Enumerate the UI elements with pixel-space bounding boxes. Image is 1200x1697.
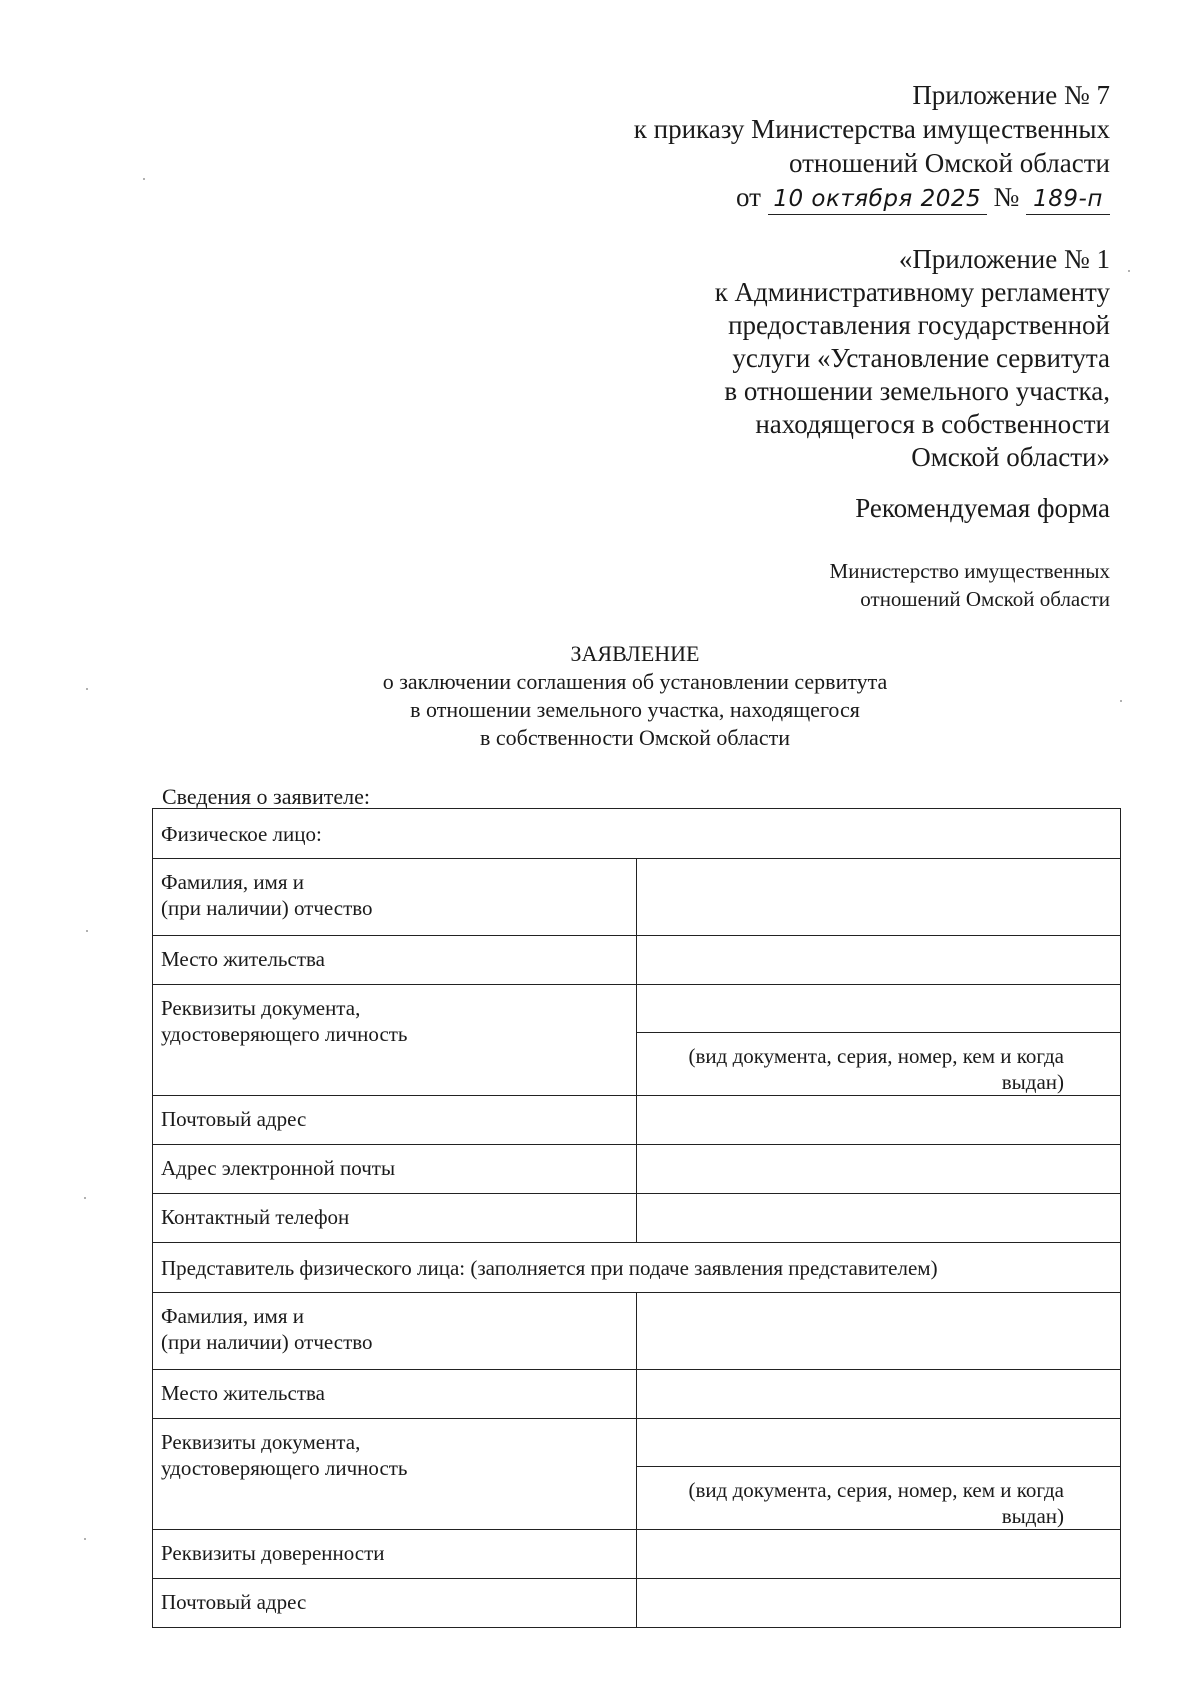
representative-header: Представитель физического лица: (заполняется при подаче заявления представителем) (153, 1243, 1121, 1293)
table-row (153, 1579, 1121, 1628)
table-row (153, 1096, 1121, 1145)
scan-speck (84, 1538, 86, 1540)
postal-address-field[interactable] (637, 1096, 1121, 1145)
id-doc-field[interactable] (637, 985, 1121, 1033)
label-line: Реквизиты документа, (161, 1430, 361, 1454)
table-row (153, 1145, 1121, 1194)
id-doc-caption: (вид документа, серия, номер, кем и когда выдан) (637, 1033, 1121, 1096)
table-row (153, 936, 1121, 985)
table-row (153, 1370, 1121, 1419)
power-of-attorney-field[interactable] (637, 1530, 1121, 1579)
label-line: (при наличии) отчество (161, 896, 373, 920)
annex7-header (634, 78, 1110, 215)
annex7-ministry: отношений Омской области (788, 148, 1110, 178)
recipient-line: отношений Омской области (860, 587, 1110, 611)
scan-speck (86, 930, 88, 932)
phone-label: Контактный телефон (153, 1194, 637, 1243)
table-row (153, 985, 1121, 1033)
table-row (153, 1293, 1121, 1370)
scan-speck (86, 688, 88, 690)
document-title (0, 640, 1200, 752)
handwritten-number: 189-п (1033, 186, 1103, 212)
handwritten-date: 10 октября 2025 (773, 186, 982, 212)
label-line: Реквизиты документа, (161, 996, 361, 1020)
rep-full-name-label (153, 1293, 637, 1370)
rep-postal-address-field[interactable] (637, 1579, 1121, 1628)
number-field (1026, 182, 1110, 215)
annex7-order-ref: к приказу Министерства имущественных (633, 114, 1110, 144)
applicant-section-label: Сведения о заявителе: (162, 784, 371, 809)
individual-header: Физическое лицо: (153, 809, 1121, 859)
rep-id-doc-label (153, 1419, 637, 1530)
annex1-header (715, 243, 1110, 474)
annex7-title: Приложение № 7 (912, 80, 1110, 110)
table-row (153, 1419, 1121, 1467)
applicant-form-table (152, 808, 1121, 1628)
scan-speck (84, 1197, 86, 1199)
scan-speck (143, 178, 145, 180)
title-line: в отношении земельного участка, находящегося (410, 697, 860, 722)
annex1-line: предоставления государственной (728, 310, 1110, 340)
power-of-attorney-label: Реквизиты доверенности (153, 1530, 637, 1579)
annex1-line: «Приложение № 1 (898, 244, 1110, 274)
full-name-label (153, 859, 637, 936)
id-doc-label (153, 985, 637, 1096)
label-line: удостоверяющего личность (161, 1022, 408, 1046)
scan-speck (1128, 270, 1130, 272)
rep-residence-label: Место жительства (153, 1370, 637, 1419)
annex1-line: в отношении земельного участка, (724, 376, 1110, 406)
rep-id-doc-field[interactable] (637, 1419, 1121, 1467)
title-line: в собственности Омской области (480, 725, 790, 750)
label-line: (при наличии) отчество (161, 1330, 373, 1354)
recipient-line: Министерство имущественных (829, 559, 1110, 583)
annex1-line: услуги «Установление сервитута (732, 343, 1110, 373)
rep-residence-field[interactable] (637, 1370, 1121, 1419)
table-row (153, 1243, 1121, 1293)
email-field[interactable] (637, 1145, 1121, 1194)
rep-postal-address-label: Почтовый адрес (153, 1579, 637, 1628)
number-prefix: № (993, 182, 1020, 212)
title-line: о заключении соглашения об установлении сервитута (382, 669, 888, 694)
recipient (830, 557, 1110, 613)
label-line: Фамилия, имя и (161, 1304, 304, 1328)
annex7-date-number (634, 180, 1110, 215)
label-line: удостоверяющего личность (161, 1456, 408, 1480)
annex1-line: к Административному регламенту (714, 277, 1110, 307)
table-row (153, 859, 1121, 936)
form-type: Рекомендуемая форма (855, 493, 1110, 523)
postal-address-label: Почтовый адрес (153, 1096, 637, 1145)
rep-id-doc-caption: (вид документа, серия, номер, кем и когда выдан) (637, 1467, 1121, 1530)
full-name-field[interactable] (637, 859, 1121, 936)
phone-field[interactable] (637, 1194, 1121, 1243)
table-row (153, 1194, 1121, 1243)
title-heading: ЗАЯВЛЕНИЕ (570, 641, 700, 666)
table-row (153, 809, 1121, 859)
scan-speck (1120, 700, 1122, 702)
table-row (153, 1530, 1121, 1579)
date-field (768, 182, 987, 215)
email-label: Адрес электронной почты (153, 1145, 637, 1194)
residence-field[interactable] (637, 936, 1121, 985)
label-line: Фамилия, имя и (161, 870, 304, 894)
residence-label: Место жительства (153, 936, 637, 985)
rep-full-name-field[interactable] (637, 1293, 1121, 1370)
date-prefix: от (736, 182, 761, 212)
annex1-line: находящегося в собственности (755, 409, 1110, 439)
annex1-line: Омской области» (911, 442, 1110, 472)
